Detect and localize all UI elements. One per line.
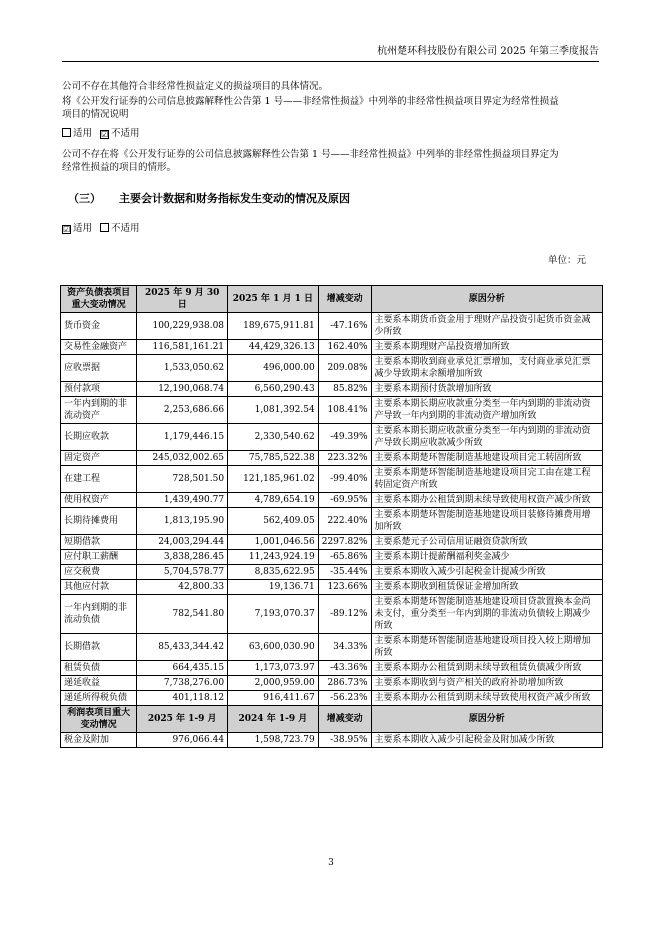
- prior-value-cell: 75,785,522.38: [228, 451, 319, 466]
- column-header: 增减变动: [318, 286, 371, 313]
- current-value-cell: 12,190,068.74: [137, 382, 228, 397]
- current-value-cell: 85,433,344.42: [137, 634, 228, 661]
- change-percent-cell: 222.40%: [318, 508, 371, 535]
- prior-value-cell: 1,598,723.79: [228, 733, 319, 748]
- column-header: 原因分析: [371, 286, 603, 313]
- current-value-cell: 1,813,195.90: [137, 508, 228, 535]
- page-number: 3: [328, 858, 334, 868]
- prior-value-cell: 121,185,961.02: [228, 466, 319, 493]
- table-row: [61, 550, 603, 565]
- change-percent-cell: 108.41%: [318, 397, 371, 424]
- reason-cell: 主要系本期楚环智能制造基地建设项目装修待摊费用增加所致: [371, 508, 603, 535]
- prior-value-cell: 189,675,911.81: [228, 313, 319, 340]
- prior-value-cell: 1,001,046.56: [228, 535, 319, 550]
- paragraph-line: 将《公开发行证券的公司信息披露解释性公告第 1 号——非经常性损益》中列举的非经常性损益项目界定为经常性损益: [62, 96, 559, 107]
- prior-value-cell: 4,789,654.19: [228, 493, 319, 508]
- prior-value-cell: 8,835,622.95: [228, 565, 319, 580]
- item-name-cell: 长期借款: [61, 634, 137, 661]
- applicable-label: 适用: [73, 128, 93, 139]
- item-name-cell: 一年内到期的非流动资产: [61, 397, 137, 424]
- prior-value-cell: 11,243,924.19: [228, 550, 319, 565]
- current-value-cell: 1,179,446.15: [137, 424, 228, 451]
- table-row: [61, 424, 603, 451]
- prior-value-cell: 916,411.67: [228, 691, 319, 706]
- paragraph-other-items: 公司不存在其他符合非经常性损益定义的损益项目的具体情况。: [62, 81, 329, 92]
- current-value-cell: 5,704,578.77: [137, 565, 228, 580]
- prior-value-cell: 496,000.00: [228, 355, 319, 382]
- prior-value-cell: 1,173,073.97: [228, 661, 319, 676]
- column-header: 2025 年 1 月 1 日: [228, 286, 319, 313]
- current-value-cell: 2,253,686.66: [137, 397, 228, 424]
- current-value-cell: 1,439,490.77: [137, 493, 228, 508]
- financial-changes-table: [60, 285, 603, 748]
- table-row: [61, 565, 603, 580]
- item-name-cell: 递延所得税负债: [61, 691, 137, 706]
- current-value-cell: 116,581,161.21: [137, 340, 228, 355]
- current-value-cell: 728,501.50: [137, 466, 228, 493]
- reason-cell: 主要系本期长期应收款重分类至一年内到期的非流动资产导致一年内到期的非流动资产增加所致: [371, 397, 603, 424]
- reason-cell: 主要系本期货币资金用于理财产品投资引起货币资金减少所致: [371, 313, 603, 340]
- change-percent-cell: 286.73%: [318, 676, 371, 691]
- item-name-cell: 预付款项: [61, 382, 137, 397]
- change-percent-cell: 123.66%: [318, 580, 371, 595]
- change-percent-cell: -38.95%: [318, 733, 371, 748]
- column-header: 2025 年 9 月 30 日: [137, 286, 228, 313]
- prior-value-cell: 1,081,392.54: [228, 397, 319, 424]
- table-row: [61, 451, 603, 466]
- current-value-cell: 42,800.33: [137, 580, 228, 595]
- item-name-cell: 应收票据: [61, 355, 137, 382]
- prior-value-cell: 2,000,959.00: [228, 676, 319, 691]
- table-row: [61, 340, 603, 355]
- table-row: [61, 634, 603, 661]
- current-value-cell: 7,738,276.00: [137, 676, 228, 691]
- table-row: [61, 493, 603, 508]
- reason-cell: 主要系本期理财产品投资增加所致: [371, 340, 603, 355]
- change-percent-cell: -35.44%: [318, 565, 371, 580]
- reason-cell: 主要系本期办公租赁到期未续导致使用权资产减少所致: [371, 691, 603, 706]
- section-heading: [68, 192, 350, 206]
- column-header: 资产负债表项目重大变动情况: [61, 286, 137, 313]
- paragraph-no-reclass: [62, 148, 602, 174]
- unit-label: 单位：元: [548, 255, 587, 266]
- applicable-checkbox[interactable]: [62, 128, 71, 137]
- reason-cell: 主要系本期楚环智能制造基地建设项目投入较上期增加所致: [371, 634, 603, 661]
- change-percent-cell: 34.33%: [318, 634, 371, 661]
- current-value-cell: 3,838,286.45: [137, 550, 228, 565]
- reason-cell: 主要系本期办公租赁到期未续导致使用权资产减少所致: [371, 493, 603, 508]
- reason-cell: 主要系本期收入减少引起税金及附加减少所致: [371, 733, 603, 748]
- current-value-cell: 401,118.12: [137, 691, 228, 706]
- column-header: 原因分析: [371, 706, 603, 733]
- current-value-cell: 664,435.15: [137, 661, 228, 676]
- table-row: [61, 595, 603, 634]
- change-percent-cell: -49.39%: [318, 424, 371, 451]
- current-value-cell: 976,066.44: [137, 733, 228, 748]
- prior-value-cell: 19,136.71: [228, 580, 319, 595]
- column-header: 增减变动: [318, 706, 371, 733]
- item-name-cell: 应付职工薪酬: [61, 550, 137, 565]
- item-name-cell: 应交税费: [61, 565, 137, 580]
- item-name-cell: 一年内到期的非流动负债: [61, 595, 137, 634]
- table-row: [61, 580, 603, 595]
- current-value-cell: 245,032,002.65: [137, 451, 228, 466]
- table-header-row: [61, 706, 603, 733]
- reason-cell: 主要系本期楚环智能制造基地建设项目完工转固所致: [371, 451, 603, 466]
- change-percent-cell: 2297.82%: [318, 535, 371, 550]
- applicable-checkbox-checked[interactable]: ☑: [63, 225, 71, 234]
- item-name-cell: 税金及附加: [61, 733, 137, 748]
- change-percent-cell: -99.40%: [318, 466, 371, 493]
- paragraph-reclass-description: [62, 95, 602, 121]
- prior-value-cell: 7,193,070.37: [228, 595, 319, 634]
- item-name-cell: 递延收益: [61, 676, 137, 691]
- reason-cell: 主要系本期楚环智能制造基地建设项目贷款置换本金尚未支付，重分类至一年内到期的非流动负债较上期减少所致: [371, 595, 603, 634]
- item-name-cell: 短期借款: [61, 535, 137, 550]
- table-row: [61, 397, 603, 424]
- change-percent-cell: 209.08%: [318, 355, 371, 382]
- table-header-row: [61, 286, 603, 313]
- section-number: （三）: [68, 192, 101, 205]
- paragraph-line: 项目的情况说明: [62, 109, 129, 120]
- item-name-cell: 长期应收款: [61, 424, 137, 451]
- report-header: 杭州楚环科技股份有限公司 2025 年第三季度报告: [62, 45, 599, 62]
- prior-value-cell: 63,600,030.90: [228, 634, 319, 661]
- item-name-cell: 使用权资产: [61, 493, 137, 508]
- change-percent-cell: -69.95%: [318, 493, 371, 508]
- change-percent-cell: 162.40%: [318, 340, 371, 355]
- change-percent-cell: -65.86%: [318, 550, 371, 565]
- table-row: [61, 661, 603, 676]
- reason-cell: 主要系本期预付货款增加所致: [371, 382, 603, 397]
- item-name-cell: 在建工程: [61, 466, 137, 493]
- reason-cell: 主要系本期长期应收款重分类至一年内到期的非流动资产导致长期应收款减少所致: [371, 424, 603, 451]
- change-percent-cell: 223.32%: [318, 451, 371, 466]
- reason-cell: 主要系本期收入减少引起税金计提减少所致: [371, 565, 603, 580]
- paragraph-line: 公司不存在将《公开发行证券的公司信息披露解释性公告第 1 号——非经常性损益》中列举的非经常性损益项目界定为: [62, 149, 559, 160]
- item-name-cell: 货币资金: [61, 313, 137, 340]
- applicable-options-2: [62, 222, 602, 235]
- table-row: [61, 676, 603, 691]
- change-percent-cell: -56.23%: [318, 691, 371, 706]
- table-row: [61, 466, 603, 493]
- table-row: [61, 535, 603, 550]
- paragraph-line: 经常性损益的项目的情形。: [62, 162, 177, 173]
- reason-cell: 主要系楚元子公司信用证融资贷款所致: [371, 535, 603, 550]
- current-value-cell: 782,541.80: [137, 595, 228, 634]
- prior-value-cell: 44,429,326.13: [228, 340, 319, 355]
- table-row: [61, 508, 603, 535]
- prior-value-cell: 562,409.05: [228, 508, 319, 535]
- table-row: [61, 733, 603, 748]
- table-row: [61, 691, 603, 706]
- item-name-cell: 其他应付款: [61, 580, 137, 595]
- column-header: 利润表项目重大变动情况: [61, 706, 137, 733]
- column-header: 2025 年 1-9 月: [137, 706, 228, 733]
- reason-cell: 主要系本期收到与资产相关的政府补助增加所致: [371, 676, 603, 691]
- item-name-cell: 长期待摊费用: [61, 508, 137, 535]
- not-applicable-checkbox-checked[interactable]: ☑: [101, 130, 109, 139]
- prior-value-cell: 6,560,290.43: [228, 382, 319, 397]
- reason-cell: 主要系本期楚环智能制造基地建设项目完工由在建工程转固定资产所致: [371, 466, 603, 493]
- reason-cell: 主要系本期计提薪酬福利奖金减少: [371, 550, 603, 565]
- current-value-cell: 1,533,050.62: [137, 355, 228, 382]
- table-row: [61, 382, 603, 397]
- section-title: 主要会计数据和财务指标发生变动的情况及原因: [119, 192, 350, 205]
- reason-cell: 主要系本期收到租赁保证金增加所致: [371, 580, 603, 595]
- applicable-options-1: [62, 127, 602, 140]
- applicable-label: 适用: [73, 223, 93, 234]
- current-value-cell: 24,003,294.44: [137, 535, 228, 550]
- not-applicable-label: 不适用: [111, 223, 140, 234]
- not-applicable-checkbox[interactable]: [100, 223, 109, 232]
- table-row: [61, 355, 603, 382]
- current-value-cell: 100,229,938.08: [137, 313, 228, 340]
- item-name-cell: 交易性金融资产: [61, 340, 137, 355]
- column-header: 2024 年 1-9 月: [228, 706, 319, 733]
- change-percent-cell: -43.36%: [318, 661, 371, 676]
- change-percent-cell: -47.16%: [318, 313, 371, 340]
- table-row: [61, 313, 603, 340]
- item-name-cell: 租赁负债: [61, 661, 137, 676]
- reason-cell: 主要系本期办公租赁到期未续导致租赁负债减少所致: [371, 661, 603, 676]
- not-applicable-label: 不适用: [111, 128, 140, 139]
- prior-value-cell: 2,330,540.62: [228, 424, 319, 451]
- change-percent-cell: 85.82%: [318, 382, 371, 397]
- change-percent-cell: -89.12%: [318, 595, 371, 634]
- reason-cell: 主要系本期收到商业承兑汇票增加，支付商业承兑汇票减少导致期末余额增加所致: [371, 355, 603, 382]
- item-name-cell: 固定资产: [61, 451, 137, 466]
